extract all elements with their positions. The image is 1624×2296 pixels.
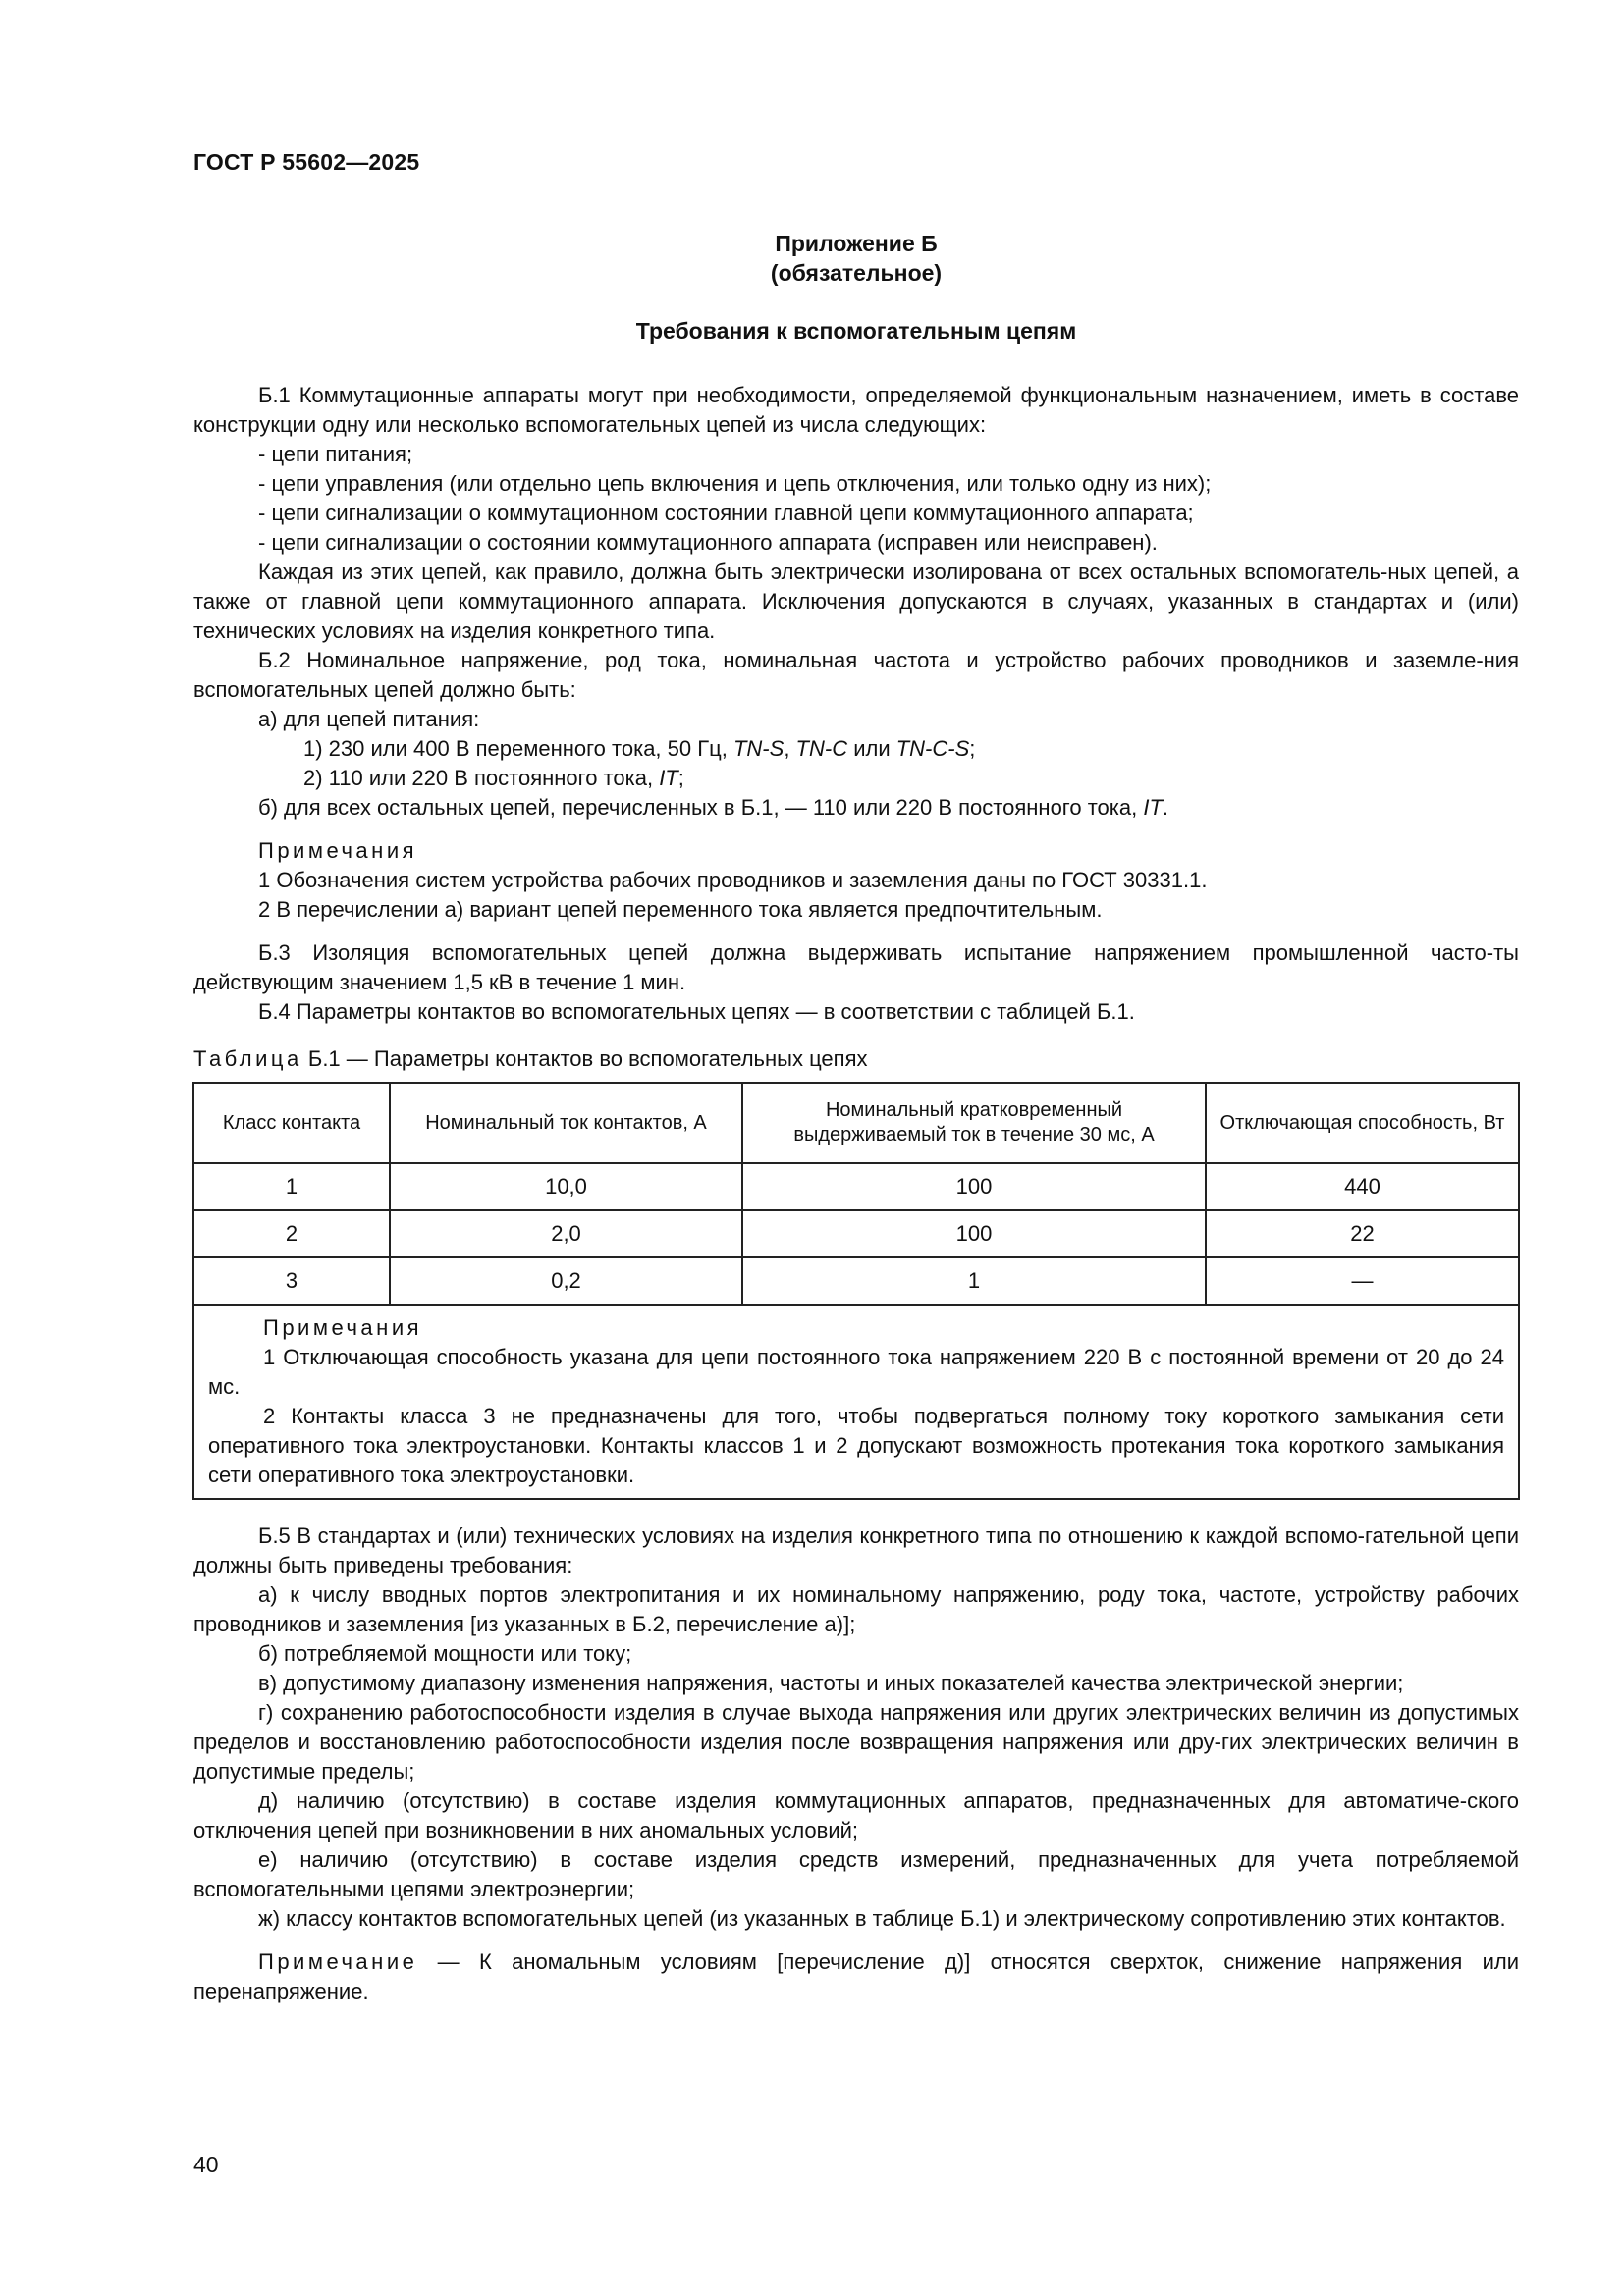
clause-b5-item: е) наличию (отсутствию) в составе изделия средств измерений, предназначенных для учета потребляемой вспомогательными цепями электроэнергии; xyxy=(193,1847,1519,1901)
table-row xyxy=(193,1257,1519,1305)
table-header-row xyxy=(193,1083,1519,1163)
table-cell: 100 xyxy=(742,1210,1206,1257)
final-note: Примечание — К аномальным условиям [перечисление д)] относятся сверхток, снижение напряжения или перенапряжение. xyxy=(193,1949,1519,2003)
table-cell: 1 xyxy=(193,1163,390,1210)
clause-b3: Б.3 Изоляция вспомогательных цепей должна выдерживать испытание напряжением промышленной часто-ты действующим значением 1,5 кВ в течение 1 мин. xyxy=(193,940,1519,994)
document-body xyxy=(193,381,1519,2006)
notes-title: Примечания xyxy=(258,838,418,863)
clause-b5-item: ж) классу контактов вспомогательных цепей (из указанных в таблице Б.1) и электрическому сопротивлению этих контактов. xyxy=(258,1906,1506,1931)
clause-b5-item: в) допустимому диапазону изменения напряжения, частоты и иных показателей качества электрической энергии; xyxy=(258,1671,1404,1695)
table-note: 2 Контакты класса 3 не предназначены для того, чтобы подвергаться полному току короткого замыкания сети оперативного тока электроустановки. Контакты классов 1 и 2 допускают возможность протекания тока короткого замыкания сети оперативного тока электроустановки. xyxy=(208,1404,1504,1487)
clause-b1-isolation: Каждая из этих цепей, как правило, должна быть электрически изолирована от всех остальных вспомогатель-ных цепей, а также от главной цепи коммутационного аппарата. Исключения допускаются в случаях, указанных в стандартах и (или) технических условиях на изделия конкретного типа. xyxy=(193,560,1519,643)
note-item: 1 Обозначения систем устройства рабочих проводников и заземления даны по ГОСТ 30331.1. xyxy=(258,868,1208,892)
clause-b5-intro: Б.5 В стандартах и (или) технических условиях на изделия конкретного типа по отношению к каждой вспомо-гательной цепи должны быть приведены требования: xyxy=(193,1523,1519,1577)
table-cell: 1 xyxy=(742,1257,1206,1305)
clause-b2-intro: Б.2 Номинальное напряжение, род тока, номинальная частота и устройство рабочих проводников и заземле-ния вспомогательных цепей должно быть: xyxy=(193,648,1519,702)
clause-b2-a1: 1) 230 или 400 В переменного тока, 50 Гц, TN-S, TN-C или TN-C-S; xyxy=(303,736,976,761)
table-header-cell: Отключающая способность, Вт xyxy=(1206,1083,1519,1163)
annex-label: Приложение Б xyxy=(775,231,938,256)
table-header-cell: Номинальный ток контактов, А xyxy=(390,1083,742,1163)
table-cell: 2,0 xyxy=(390,1210,742,1257)
table-notes-cell xyxy=(193,1305,1519,1499)
table-notes-title: Примечания xyxy=(263,1315,423,1340)
page-number: 40 xyxy=(193,2152,219,2177)
table-row xyxy=(193,1210,1519,1257)
clause-b1-item: - цепи питания; xyxy=(258,442,413,466)
table-cell: 0,2 xyxy=(390,1257,742,1305)
clause-b1-item: - цепи сигнализации о состоянии коммутационного аппарата (исправен или неисправен). xyxy=(258,530,1158,555)
clause-b2-a: а) для цепей питания: xyxy=(258,707,480,731)
note-item: 2 В перечислении а) вариант цепей переменного тока является предпочтительным. xyxy=(258,897,1103,922)
table-note: 1 Отключающая способность указана для цепи постоянного тока напряжением 220 В с постоянной времени от 20 до 24 мс. xyxy=(208,1345,1504,1399)
annex-title: Требования к вспомогательным цепям xyxy=(635,318,1077,344)
table-cell: 100 xyxy=(742,1163,1206,1210)
clause-b1-intro: Б.1 Коммутационные аппараты могут при необходимости, определяемой функциональным назначением, иметь в составе конструкции одну или несколько вспомогательных цепей из числа следующих: xyxy=(193,383,1519,437)
clause-b1-item: - цепи сигнализации о коммутационном состоянии главной цепи коммутационного аппарата; xyxy=(258,501,1194,525)
table-cell: 22 xyxy=(1206,1210,1519,1257)
annex-label-block xyxy=(193,229,1519,288)
clause-b2-a2: 2) 110 или 220 В постоянного тока, IT; xyxy=(303,766,684,790)
contacts-table xyxy=(192,1082,1520,1500)
table-header-cell: Класс контакта xyxy=(193,1083,390,1163)
clause-b1-item: - цепи управления (или отдельно цепь включения и цепь отключения, или только одну из них); xyxy=(258,471,1212,496)
clause-b2-b: б) для всех остальных цепей, перечисленных в Б.1, — 110 или 220 В постоянного тока, IT. xyxy=(258,795,1169,820)
clause-b5-item: а) к числу вводных портов электропитания и их номинальному напряжению, роду тока, частоте, устройству рабочих проводников и заземления [из указанных в Б.2, перечисление а)]; xyxy=(193,1582,1519,1636)
table-cell: 3 xyxy=(193,1257,390,1305)
clause-b5-item: г) сохранению работоспособности изделия в случае выхода напряжения или других электрических величин из допустимых пределов и восстановлению работоспособности изделия после возвращения напряжения или дру-гих электрических величин в допустимые пределы; xyxy=(193,1700,1519,1784)
clause-b5-item: д) наличию (отсутствию) в составе изделия коммутационных аппаратов, предназначенных для автоматиче-ского отключения цепей при возникновении в них аномальных условий; xyxy=(193,1789,1519,1842)
table-caption: Таблица Б.1 — Параметры контактов во вспомогательных цепях xyxy=(193,1046,868,1071)
table-cell: 10,0 xyxy=(390,1163,742,1210)
document-code: ГОСТ Р 55602—2025 xyxy=(193,149,420,175)
table-cell: 2 xyxy=(193,1210,390,1257)
clause-b4: Б.4 Параметры контактов во вспомогательных цепях — в соответствии с таблицей Б.1. xyxy=(258,999,1135,1024)
annex-status: (обязательное) xyxy=(770,260,943,286)
clause-b5-item: б) потребляемой мощности или току; xyxy=(258,1641,632,1666)
table-header-cell: Номинальный кратковременный выдерживаемый ток в течение 30 мс, А xyxy=(742,1083,1206,1163)
table-row xyxy=(193,1163,1519,1210)
table-notes-row xyxy=(193,1305,1519,1499)
table-cell: 440 xyxy=(1206,1163,1519,1210)
table-cell: — xyxy=(1206,1257,1519,1305)
